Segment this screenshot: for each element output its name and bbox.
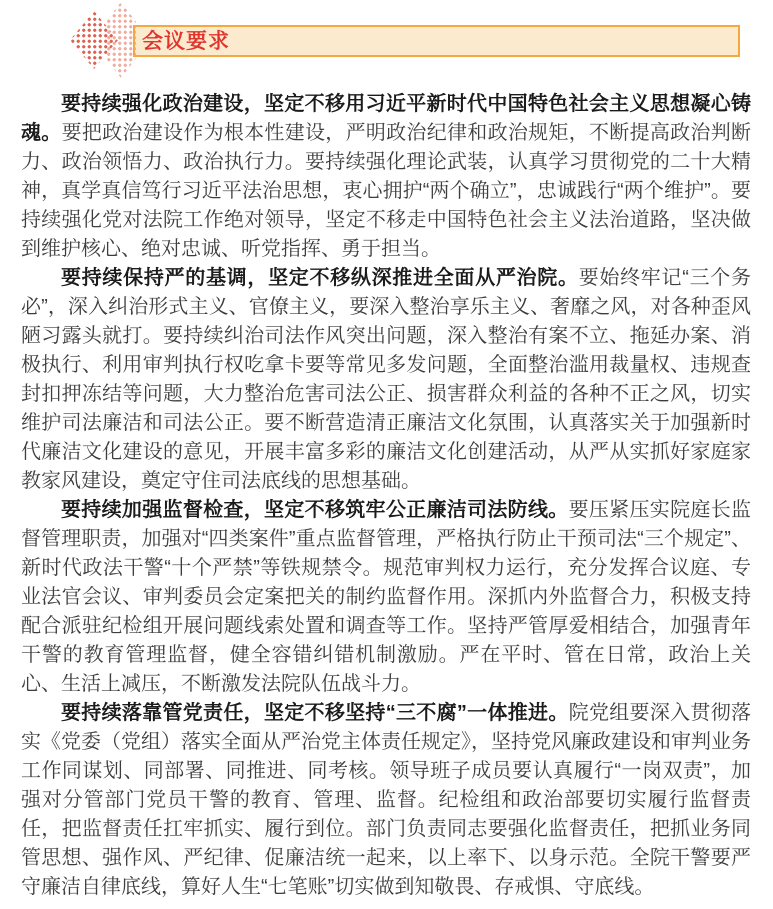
paragraph-body: 要压紧压实院庭长监督管理职责，加强对“四类案件”重点监督管理，严格执行防止干预司法“三个规定”、新时代政法干警“十个严禁”等铁规禁令。规范审判权力运行，充分发挥合议庭、专业法官会议、审判委员会定案把关的制约监督作用。深抓内外监督合力，积极支持配合派驻纪检组开展问题线索处置和调查等工作。坚持严管厚爱相结合，加强青年干警的教育管理监督，健全容错纠错机制激励。严在平时、管在日常，政治上关心、生活上减压，不断激发法院队伍战斗力。 — [21, 499, 752, 695]
paragraph-lead: 要持续落靠管党责任，坚定不移坚持“三不腐”一体推进。 — [61, 702, 569, 724]
paragraph — [21, 496, 751, 699]
dot-pattern-decoration-icon — [70, 2, 138, 80]
section-header — [0, 0, 773, 90]
dot-diamond-dark-icon — [70, 11, 118, 69]
section-title-banner — [133, 25, 740, 57]
paragraph — [21, 264, 751, 496]
paragraph-lead: 要持续保持严的基调，坚定不移纵深推进全面从严治院。 — [61, 267, 579, 289]
paragraph-body: 要始终牢记“三个务必”，深入纠治形式主义、官僚主义，要深入整治享乐主义、奢靡之风，对各种歪风陋习露头就打。要持续纠治司法作风突出问题，深入整治有案不立、拖延办案、消极执行、利用审判执行权吃拿卡要等常见多发问题，全面整治滥用裁量权、违规查封扣押冻结等问题，大力整治危害司法公正、损害群众利益的各种不正之风，切实维护司法廉洁和司法公正。要不断营造清正廉洁文化氛围，认真落实关于加强新时代廉洁文化建设的意见，开展丰富多彩的廉洁文化创建活动，从严从实抓好家庭家教家风建设，奠定守住司法底线的思想基础。 — [21, 267, 752, 492]
article-body — [0, 90, 773, 902]
paragraph-body: 院党组要深入贯彻落实《党委（党组）落实全面从严治党主体责任规定》，坚持党风廉政建设和审判业务工作同谋划、同部署、同推进、同考核。领导班子成员要认真履行“一岗双责”，加强对分管部门党员干警的教育、管理、监督。纪检组和政治部要切实履行监督责任，把监督责任扛牢抓实、履行到位。部门负责同志要强化监督责任，把抓业务同管思想、强作风、严纪律、促廉洁统一起来，以上率下、以身示范。全院干警要严守廉洁自律底线，算好人生“七笔账”切实做到知敬畏、存戒惧、守底线。 — [21, 702, 752, 898]
paragraph-body: 要把政治建设作为根本性建设，严明政治纪律和政治规矩，不断提高政治判断力、政治领悟力、政治执行力。要持续强化理论武装，认真学习贯彻党的二十大精神，真学真信笃行习近平法治思想，衷心拥护“两个确立”，忠诚践行“两个维护”。要持续强化党对法院工作绝对领导，坚定不移走中国特色社会主义法治道路，坚决做到维护核心、绝对忠诚、听党指挥、勇于担当。 — [21, 122, 752, 260]
paragraph-lead: 要持续加强监督检查，坚定不移筑牢公正廉洁司法防线。 — [61, 499, 569, 521]
paragraph-lead: 要持续强化政治建设，坚定不移用习近平新时代中国特色社会主义思想凝心铸魂。 — [21, 93, 751, 144]
paragraph — [21, 90, 751, 264]
paragraph — [21, 699, 751, 902]
dot-diamond-light-icon — [106, 2, 136, 78]
section-title: 会议要求 — [142, 29, 230, 53]
